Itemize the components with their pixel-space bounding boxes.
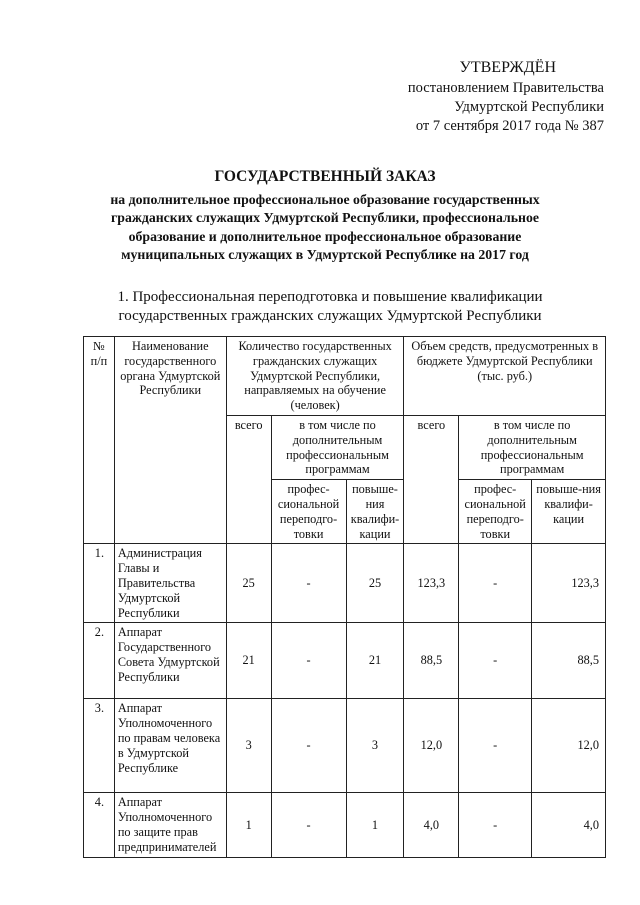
table-row <box>84 793 606 857</box>
section-line-2: государственных гражданских служащих Удмуртской Республики <box>118 308 542 324</box>
row-num: 4. <box>84 793 115 857</box>
row-budget-qualification: 12,0 <box>532 699 606 793</box>
row-org-name: Администрация Главы и Правительства Удмуртской Республики <box>114 544 226 623</box>
row-count-total: 21 <box>226 623 271 699</box>
row-budget-retraining: - <box>459 793 532 857</box>
title-line-2: гражданских служащих Удмуртской Республики, профессиональное <box>111 210 539 225</box>
section-line-1: 1. Профессиональная переподготовка и повышение квалификации <box>117 289 543 305</box>
header-count-retraining: профес-сиональной переподго-товки <box>271 480 346 544</box>
approval-line-3: от 7 сентября 2017 года № 387 <box>415 118 604 134</box>
header-budget-qualification: повыше-ния квалифи-кации <box>532 480 606 544</box>
header-budget-retraining: профес-сиональной переподго-товки <box>459 480 532 544</box>
row-budget-retraining: - <box>459 544 532 623</box>
row-count-qualification: 25 <box>346 544 404 623</box>
row-budget-qualification: 4,0 <box>532 793 606 857</box>
row-budget-total: 88,5 <box>404 623 459 699</box>
table-row <box>84 623 606 699</box>
row-count-retraining: - <box>271 623 346 699</box>
header-count-qualification: повыше-ния квалифи-кации <box>346 480 404 544</box>
row-budget-total: 123,3 <box>404 544 459 623</box>
row-count-total: 25 <box>226 544 271 623</box>
row-budget-total: 12,0 <box>404 699 459 793</box>
row-budget-qualification: 123,3 <box>532 544 606 623</box>
row-budget-qualification: 88,5 <box>532 623 606 699</box>
row-count-retraining: - <box>271 793 346 857</box>
title-line-4: муниципальных служащих в Удмуртской Республике на 2017 год <box>121 247 529 262</box>
row-count-total: 1 <box>226 793 271 857</box>
table-row <box>84 699 606 793</box>
header-num: № п/п <box>84 337 115 544</box>
row-org-name: Аппарат Государственного Совета Удмуртской Республики <box>114 623 226 699</box>
approval-stamp <box>364 58 604 136</box>
row-org-name: Аппарат Уполномоченного по защите прав предпринимателей <box>114 793 226 857</box>
row-count-total: 3 <box>226 699 271 793</box>
approval-line-2: Удмуртской Республики <box>454 99 604 115</box>
row-count-qualification: 21 <box>346 623 404 699</box>
header-name: Наименование государственного органа Удмуртской Республики <box>114 337 226 544</box>
header-count: Количество государственных гражданских служащих Удмуртской Республики, направляемых на обучение (человек) <box>226 337 404 416</box>
row-budget-retraining: - <box>459 623 532 699</box>
title-line-1: на дополнительное профессиональное образование государственных <box>110 191 540 207</box>
header-budget-total: всего <box>404 415 459 543</box>
row-num: 2. <box>84 623 115 699</box>
header-count-including: в том числе по дополнительным профессиональным программам <box>271 415 404 479</box>
approval-heading: УТВЕРЖДЁН <box>459 59 556 76</box>
title-line-3: образование и дополнительное профессиональное образование <box>128 228 522 244</box>
row-count-retraining: - <box>271 699 346 793</box>
row-num: 3. <box>84 699 115 793</box>
row-budget-total: 4,0 <box>404 793 459 857</box>
row-count-qualification: 1 <box>346 793 404 857</box>
title-main: ГОСУДАРСТВЕННЫЙ ЗАКАЗ <box>214 168 436 185</box>
table-row <box>84 544 606 623</box>
row-count-qualification: 3 <box>346 699 404 793</box>
document-title <box>60 168 590 265</box>
header-count-total: всего <box>226 415 271 543</box>
order-table <box>83 336 606 858</box>
header-budget-including: в том числе по дополнительным профессиональным программам <box>459 415 606 479</box>
row-org-name: Аппарат Уполномоченного по правам человека в Удмуртской Республике <box>114 699 226 793</box>
header-budget: Объем средств, предусмотренных в бюджете Удмуртской Республики (тыс. руб.) <box>404 337 606 416</box>
row-count-retraining: - <box>271 544 346 623</box>
section-heading <box>70 288 590 326</box>
approval-line-1: постановлением Правительства <box>407 80 604 96</box>
row-num: 1. <box>84 544 115 623</box>
row-budget-retraining: - <box>459 699 532 793</box>
